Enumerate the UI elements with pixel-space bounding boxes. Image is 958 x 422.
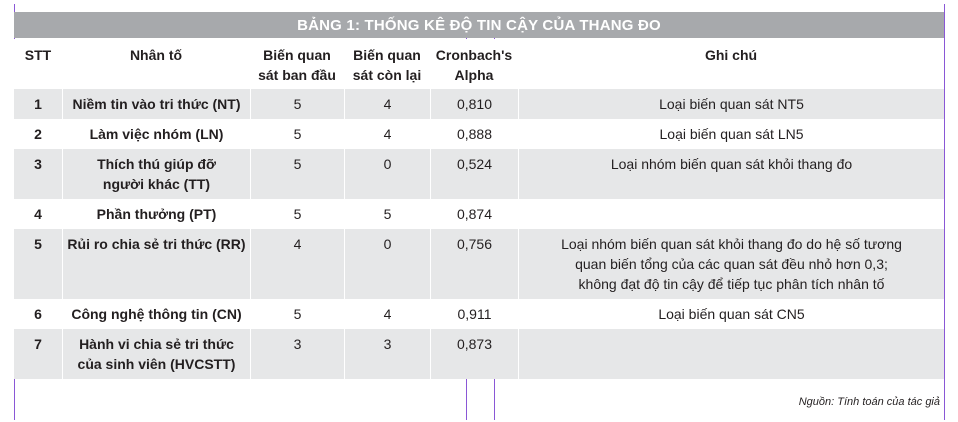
cell-remaining-vars: 4: [344, 299, 430, 329]
header-initial-line: Biến quan: [263, 47, 331, 63]
cell-remaining-vars: 4: [344, 119, 430, 149]
cell-note-line: Loại biến quan sát CN5: [658, 306, 805, 322]
table-row: [14, 299, 944, 329]
header-remaining-line: Biến quan: [353, 47, 421, 63]
header-alpha-line: Cronbach's: [435, 47, 513, 63]
cell-note: [518, 329, 944, 379]
cell-factor-line: Làm việc nhóm (LN): [89, 126, 224, 142]
cell-stt: 5: [14, 229, 62, 299]
cell-remaining-vars: 4: [344, 89, 430, 119]
cell-stt: 1: [14, 89, 62, 119]
cell-remaining-vars: 5: [344, 199, 430, 229]
cell-factor-line: Thích thú giúp đỡ: [97, 156, 216, 172]
cell-stt: 7: [14, 329, 62, 379]
cell-remaining-vars: 3: [344, 329, 430, 379]
header-initial-vars: [250, 39, 344, 89]
cell-cronbach-alpha: 0,888: [430, 119, 518, 149]
table-row: [14, 89, 944, 119]
header-note: Ghi chú: [518, 39, 944, 89]
cell-initial-vars: 4: [250, 229, 344, 299]
cell-factor-line: Rủi ro chia sẻ tri thức (RR): [67, 236, 246, 252]
cell-stt: 4: [14, 199, 62, 229]
header-alpha-line: Alpha: [454, 67, 494, 83]
cell-note: [518, 89, 944, 119]
cell-factor-line: của sinh viên (HVCSTT): [77, 356, 236, 372]
cell-note-line: Loại biến quan sát NT5: [659, 96, 804, 112]
cell-factor-line: Phần thưởng (PT): [96, 206, 217, 222]
cell-factor-line: người khác (TT): [102, 176, 211, 192]
header-remaining-vars: [344, 39, 430, 89]
cell-note: [518, 299, 944, 329]
cell-note-line: không đạt độ tin cậy để tiếp tục phân tích nhân tố: [578, 276, 885, 292]
table-row: [14, 229, 944, 299]
cell-initial-vars: 5: [250, 119, 344, 149]
cell-note-line: quan biến tổng của các quan sát đều nhỏ hơn 0,3;: [575, 256, 888, 272]
cell-factor: [62, 89, 250, 119]
cell-factor: [62, 119, 250, 149]
cell-note-line: Loại nhóm biến quan sát khỏi thang đo do hệ số tương: [561, 236, 902, 252]
header-cronbach-alpha: [430, 39, 518, 89]
cell-remaining-vars: 0: [344, 149, 430, 199]
cell-factor-line: Hành vi chia sẻ tri thức: [79, 336, 234, 352]
reliability-table: [14, 39, 944, 379]
table-header-row: [14, 39, 944, 89]
cell-cronbach-alpha: 0,756: [430, 229, 518, 299]
cell-initial-vars: 3: [250, 329, 344, 379]
cell-factor: [62, 329, 250, 379]
cell-cronbach-alpha: 0,524: [430, 149, 518, 199]
cell-stt: 2: [14, 119, 62, 149]
table-row: [14, 329, 944, 379]
guide-line-right: [944, 4, 945, 420]
table-row: [14, 119, 944, 149]
cell-cronbach-alpha: 0,874: [430, 199, 518, 229]
table-row: [14, 199, 944, 229]
cell-note: [518, 149, 944, 199]
cell-initial-vars: 5: [250, 89, 344, 119]
cell-factor: [62, 199, 250, 229]
cell-factor: [62, 229, 250, 299]
cell-remaining-vars: 0: [344, 229, 430, 299]
header-factor: Nhân tố: [62, 39, 250, 89]
cell-stt: 3: [14, 149, 62, 199]
cell-cronbach-alpha: 0,911: [430, 299, 518, 329]
cell-note: [518, 199, 944, 229]
table-row: [14, 149, 944, 199]
cell-cronbach-alpha: 0,810: [430, 89, 518, 119]
table-body: [14, 89, 944, 379]
cell-note-line: Loại biến quan sát LN5: [659, 126, 804, 142]
cell-factor: [62, 149, 250, 199]
cell-factor: [62, 299, 250, 329]
cell-factor-line: Niềm tin vào tri thức (NT): [72, 96, 241, 112]
cell-factor-line: Công nghệ thông tin (CN): [71, 306, 242, 322]
header-remaining-line: sát còn lại: [352, 67, 422, 83]
source-note: Nguồn: Tính toán của tác giả: [798, 396, 940, 408]
cell-initial-vars: 5: [250, 299, 344, 329]
cell-cronbach-alpha: 0,873: [430, 329, 518, 379]
header-initial-line: sát ban đầu: [258, 67, 336, 83]
cell-stt: 6: [14, 299, 62, 329]
cell-note: [518, 229, 944, 299]
header-stt: STT: [14, 39, 62, 89]
cell-initial-vars: 5: [250, 149, 344, 199]
table-title: BẢNG 1: THỐNG KÊ ĐỘ TIN CẬY CỦA THANG ĐO: [14, 12, 944, 38]
cell-note: [518, 119, 944, 149]
cell-note-line: Loại nhóm biến quan sát khỏi thang đo: [610, 156, 853, 172]
cell-initial-vars: 5: [250, 199, 344, 229]
